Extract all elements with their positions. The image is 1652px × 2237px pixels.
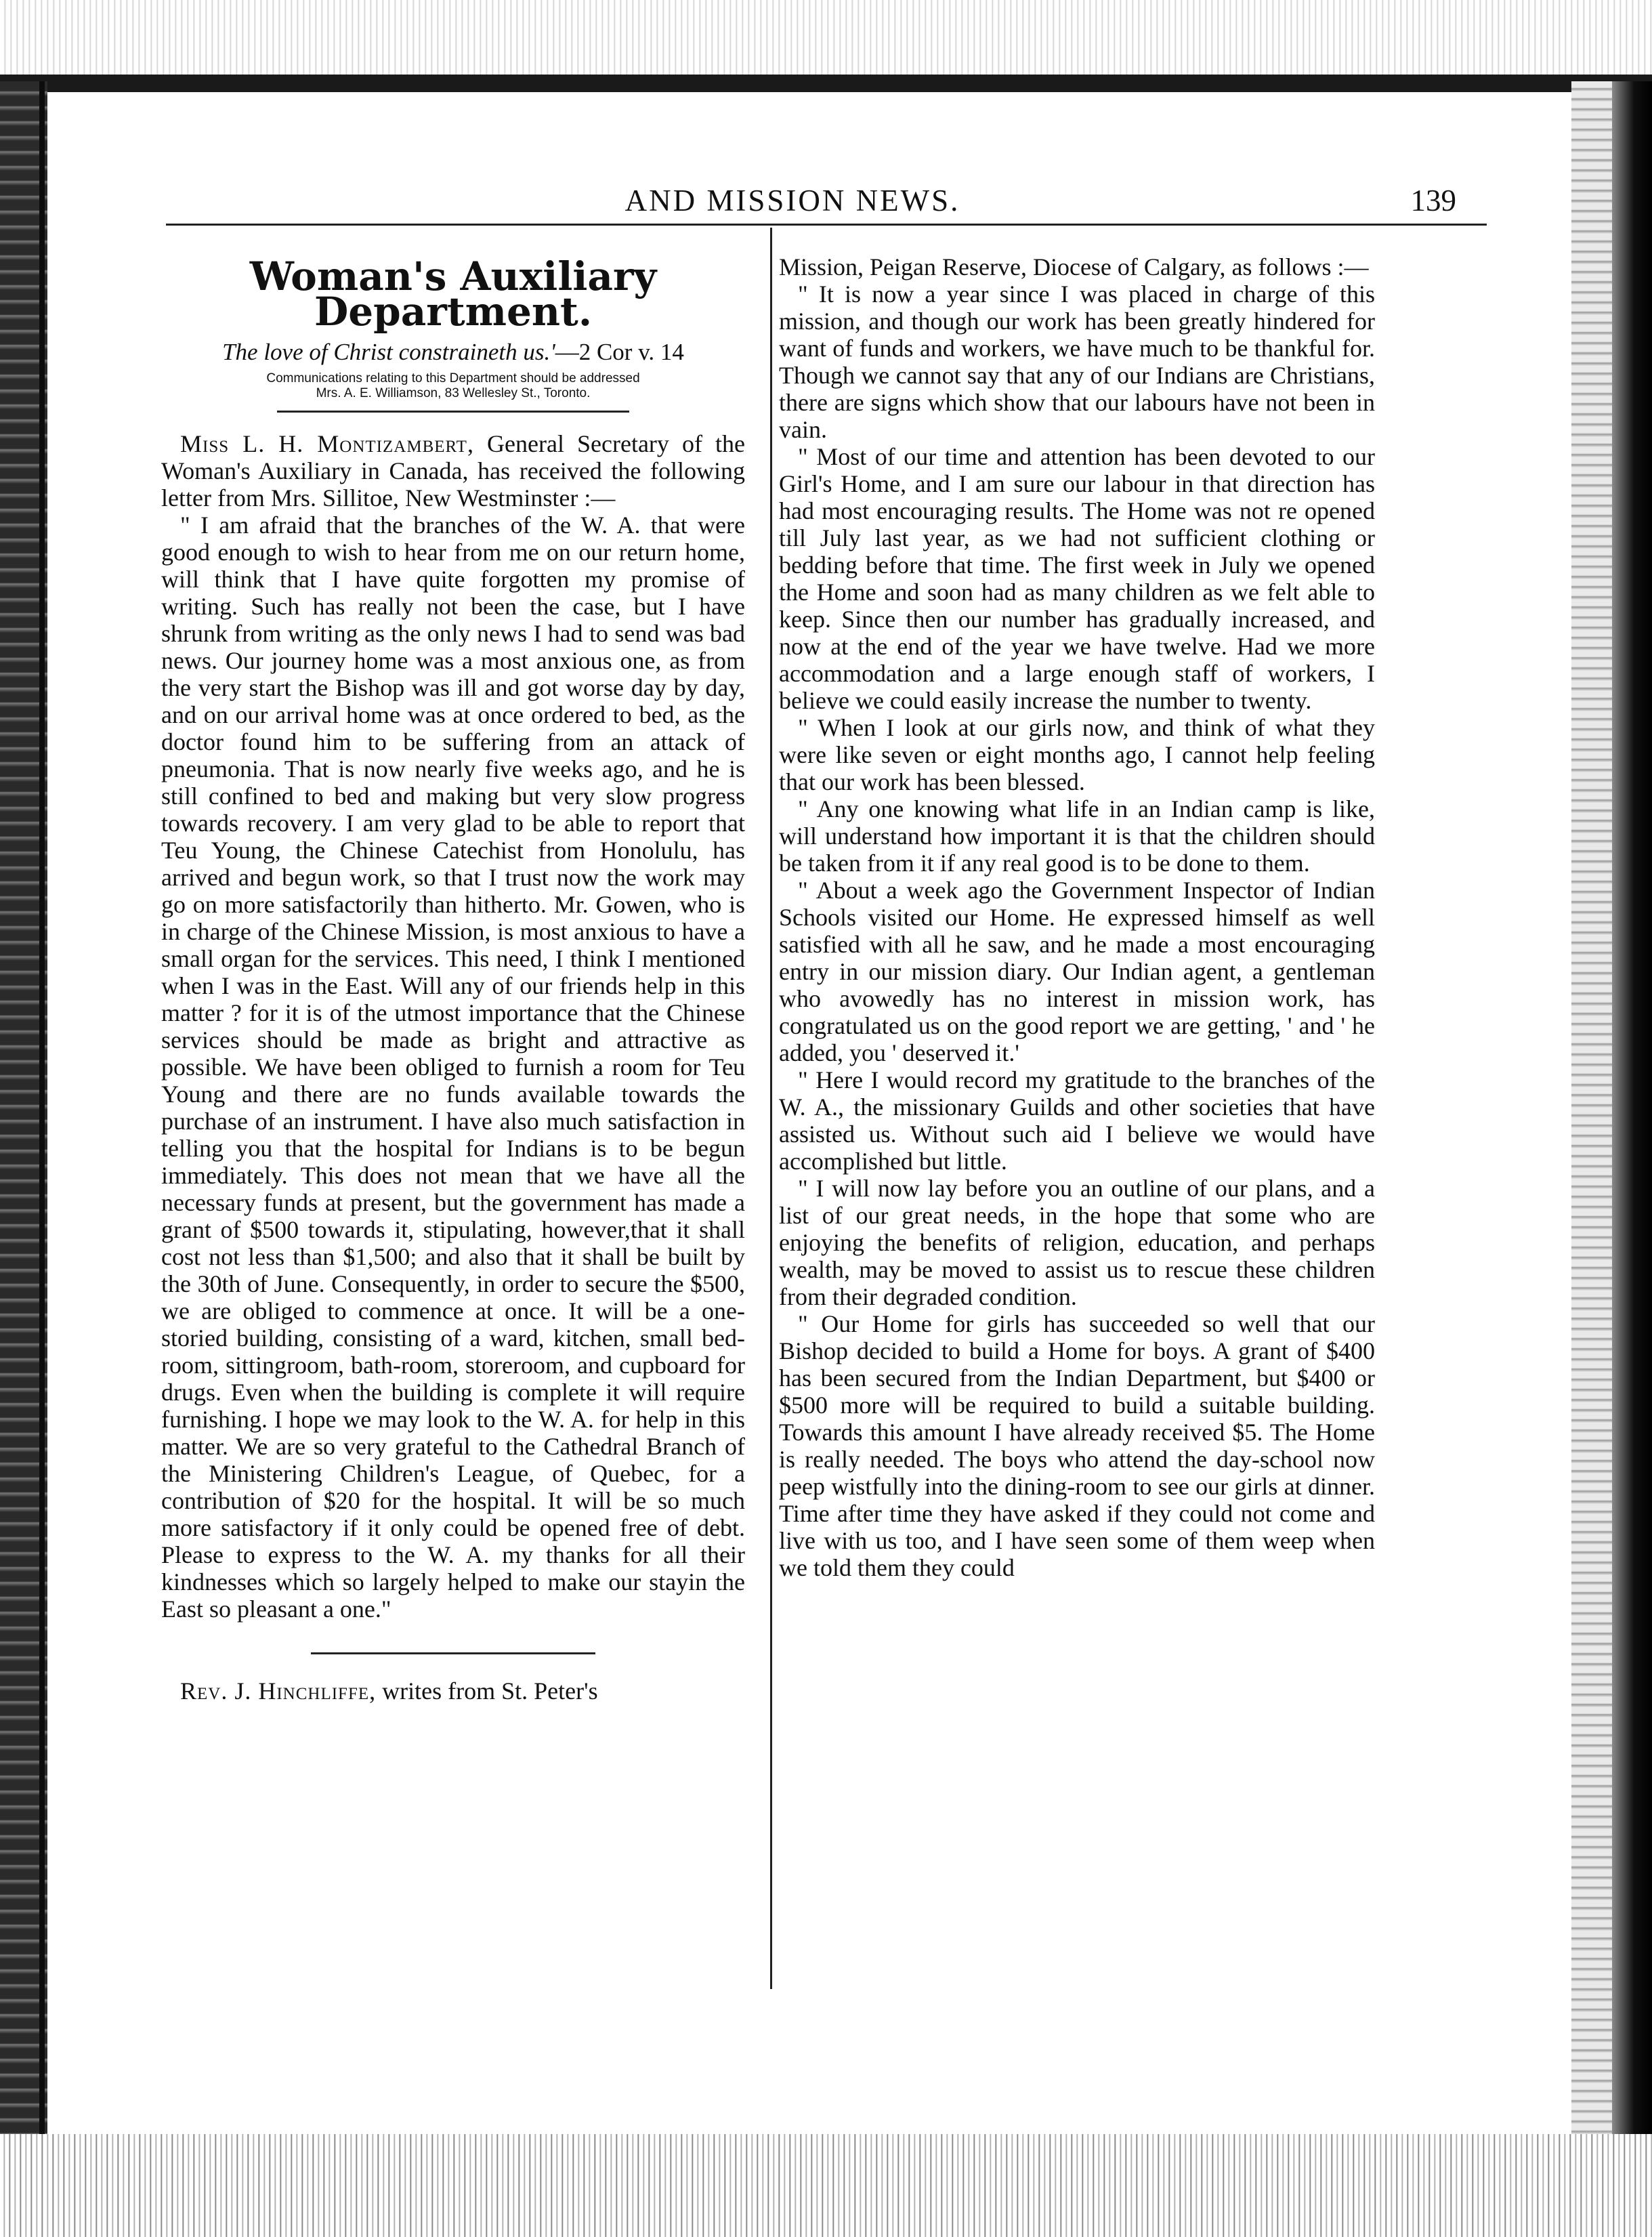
- page-right-shadow: [1612, 81, 1652, 2168]
- closing-paragraph: [161, 1677, 745, 1705]
- page-left-border: [39, 81, 45, 2154]
- scan-bottom-edge: [0, 2134, 1652, 2237]
- running-header: [108, 183, 1463, 224]
- column-divider: [770, 228, 772, 1989]
- motto-reference: —2 Cor v. 14: [555, 339, 684, 365]
- department-motto: [161, 339, 745, 366]
- closing-name: Rev. J. Hinchliffe,: [180, 1677, 377, 1705]
- letter-paragraph: " I am afraid that the branches of the W. A. that were good enough to wish to hear from me on our return home, will think that I have quite forgotten my promise of writing. Such has really not been the case, but I have shrunk from writing as the only news I had to send was bad news. Our journey home was a most anxious one, as from the very start the Bishop was ill and got worse day by day, and on our arrival home was at once ordered to bed, as the doctor found him to be suffering from an attack of pneumonia. That is now nearly five weeks ago, and he is still confined to bed and making but very slow progress towards recovery. I am very glad to be able to report that Teu Young, the Chinese Catechist from Honolulu, has arrived and begun work, so that I trust now the work may go on more satisfactorily than hitherto. Mr. Gowen, who is in charge of the Chinese Mission, is most anxious to have a small organ for the services. This need, I think I mentioned when I was in the East. Will any of our friends help in this matter ? for it is of the utmost importance that the Chinese services should be made as bright and attractive as possible. We have been obliged to furnish a room for Teu Young and there are no funds available towards the purchase of an instrument. I have also much satisfaction in telling you that the hospital for Indians is to be begun immediately. This does not mean that we have all the necessary funds at present, but the government has made a grant of $500 towards it, stipulating, however,that it shall cost not less than $1,500; and also that it shall be built by the 30th of June. Consequently, in order to secure the $500, we are obliged to commence at once. It will be a one-storied building, consisting of a ward, kitchen, small bed-room, sittingroom, bath-room, storeroom, and cupboard for drugs. Even when the building is complete it will require furnishing. I hope we may look to the W. A. for help in this matter. We are so very grateful to the Cathedral Branch of the Ministering Children's League, of Quebec, for a contribution of $20 for the hospital. It will be so much more satisfactory if it only could be opened free of debt. Please to express to the W. A. my thanks for all their kindnesses which so largely helped to make our stayin the East so pleasant a one.": [161, 511, 745, 1623]
- right-paragraph: " Most of our time and attention has been devoted to our Girl's Home, and I am sure our labour in that direction has had most encouraging results. The Home was not re opened till July last year, as we had not sufficient clothing or bedding before that time. The first week in July we opened the Home and soon had as many children as we felt able to keep. Since then our number has gradually increased, and now at the end of the year we have twelve. Had we more accommodation and a large enough staff of workers, I believe we could easily increase the number to twenty.: [779, 443, 1375, 714]
- right-column: [779, 253, 1375, 1581]
- closing-text: writes from St. Peter's: [382, 1677, 598, 1705]
- right-paragraph: " About a week ago the Government Inspector of Indian Schools visited our Home. He expressed himself as well satisfied with all he saw, and he made a most encouraging entry in our mission diary. Our Indian agent, a gentleman who avowedly has no interest in mission work, has congratulated us on the good report we are getting, ' and ' he added, you ' deserved it.': [779, 877, 1375, 1066]
- intro-paragraph: [161, 430, 745, 511]
- right-paragraph: " Here I would record my gratitude to the branches of the W. A., the missionary Guilds and other societies that have assisted us. Without such aid I believe we would have accomplished but little.: [779, 1066, 1375, 1175]
- page-number: 139: [1410, 184, 1456, 217]
- section-rule: [277, 411, 629, 413]
- right-paragraph: " Our Home for girls has succeeded so well that our Bishop decided to build a Home for boys. A grant of $400 has been secured from the Indian Department, but $400 or $500 more will be required to build a suitable building. Towards this amount I have already received $5. The Home is really needed. The boys who attend the day-school now peep wistfully into the dining-room to see our girls at dinner. Time after time they have asked if they could not come and live with us too, and I have seen some of them weep when we told them they could: [779, 1310, 1375, 1581]
- header-rule: [166, 224, 1487, 226]
- right-paragraph: " When I look at our girls now, and think of what they were like seven or eight months ago, I cannot help feeling that our work has been blessed.: [779, 714, 1375, 795]
- department-title: Woman's Auxiliary Department.: [249, 253, 657, 335]
- notice-line-1: Communications relating to this Department should be addressed: [266, 371, 640, 385]
- right-paragraph: " I will now lay before you an outline of our plans, and a list of our great needs, in the hope that some who are enjoying the benefits of religion, education, and perhaps wealth, may be moved to assist us to rescue these children from their degraded condition.: [779, 1175, 1375, 1310]
- left-column: [161, 245, 745, 1705]
- right-paragraph: " Any one knowing what life in an Indian camp is like, will understand how important it is that the children should be taken from it if any real good is to be done to them.: [779, 795, 1375, 877]
- page-top-border: [0, 75, 1652, 92]
- intro-text: General Secretary of the Woman's Auxiliary in Canada, has received the following letter from Mrs. Sillitoe, New Westminster :—: [161, 430, 746, 511]
- correspondence-notice: [161, 371, 745, 401]
- motto-text: The love of Christ constraineth us.': [222, 339, 555, 365]
- running-title: AND MISSION NEWS.: [624, 184, 960, 217]
- notice-line-2: Mrs. A. E. Williamson, 83 Wellesley St., Toronto.: [316, 386, 591, 400]
- intro-name: Miss L. H. Montizambert,: [180, 430, 474, 457]
- scan-top-edge: [0, 0, 1652, 81]
- article-separator: [311, 1652, 595, 1654]
- right-paragraph: " It is now a year since I was placed in charge of this mission, and though our work has been greatly hindered for want of funds and workers, we have much to be thankful for. Though we cannot say that any of our Indians are Christians, there are signs which show that our labours have not been in vain.: [779, 280, 1375, 443]
- right-paragraph: Mission, Peigan Reserve, Diocese of Calgary, as follows :—: [779, 253, 1369, 280]
